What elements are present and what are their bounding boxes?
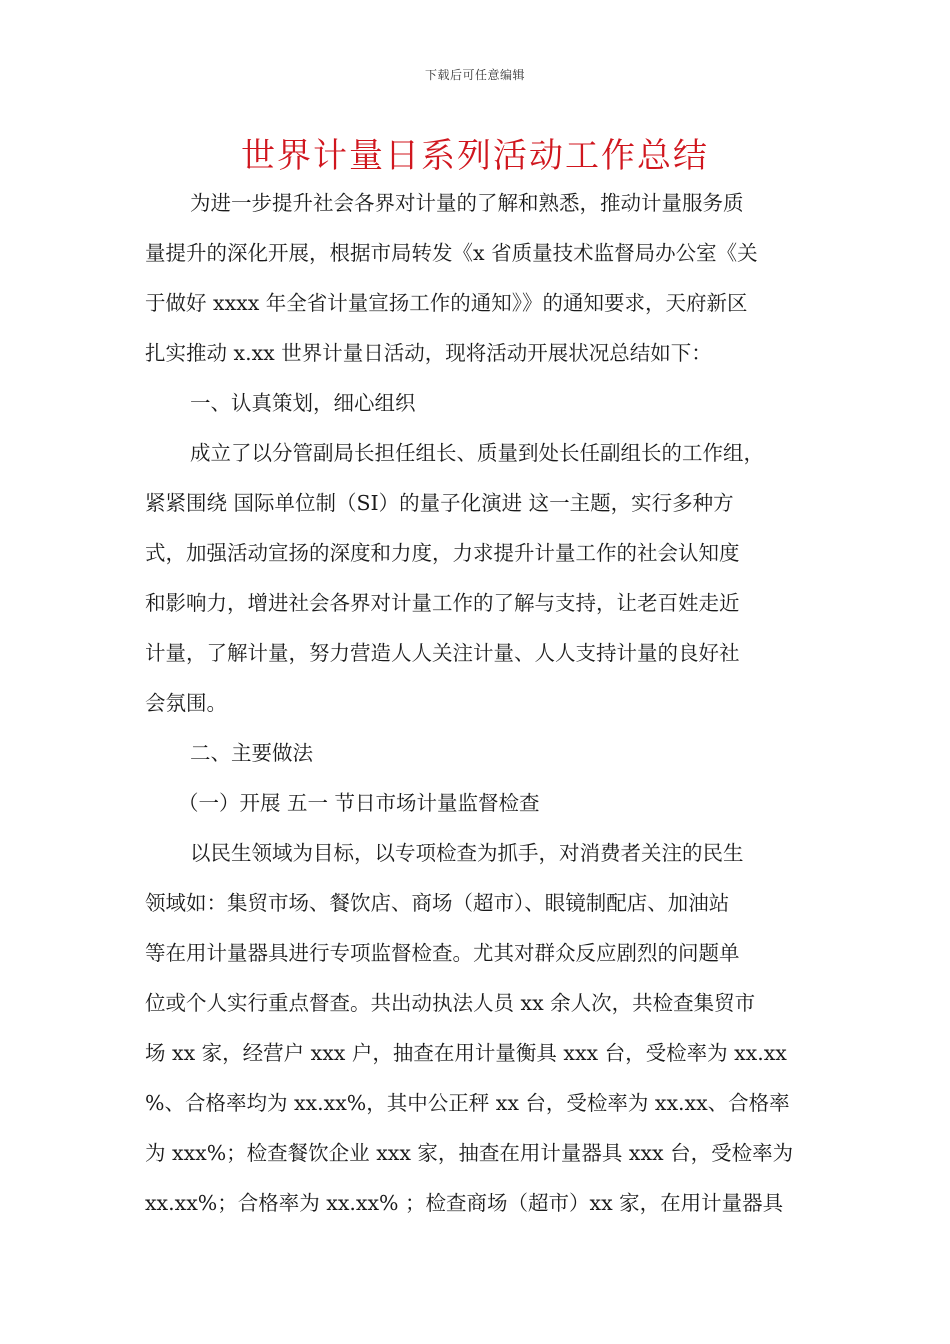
paragraph-line: 扎实推动 x.xx 世界计量日活动，现将活动开展状况总结如下： [145,341,712,365]
header-note: 下载后可任意编辑 [424,68,525,82]
document-body [145,178,810,1228]
paragraph-line: 领域如：集贸市场、餐饮店、商场（超市）、眼镜制配店、加油站 [145,891,730,915]
paragraph-line: 为 xxx%；检查餐饮企业 xxx 家，抽查在用计量器具 xxx 台，受检率为 [145,1141,794,1165]
paragraph-line: 和影响力，增进社会各界对计量工作的了解与支持，让老百姓走近 [145,591,740,615]
section-heading: 一、认真策划，细心组织 [190,391,416,415]
paragraph-line: 为进一步提升社会各界对计量的了解和熟悉，推动计量服务质 [190,191,744,215]
paragraph-line: 会氛围。 [145,691,227,715]
paragraph-line: 成立了以分管副局长担任组长、质量到处长任副组长的工作组， [190,441,764,465]
paragraph-line: 计量，了解计量，努力营造人人关注计量、人人支持计量的良好社 [145,641,740,665]
paragraph-line: 于做好 xxxx 年全省计量宣扬工作的通知》》的通知要求，天府新区 [145,291,748,315]
paragraph-line: 紧紧围绕 国际单位制（SI）的量子化演进 这一主题，实行多种方 [145,491,734,515]
paragraph-line: 位或个人实行重点督查。共出动执法人员 xx 余人次，共检查集贸市 [145,991,756,1015]
paragraph-line: 等在用计量器具进行专项监督检查。尤其对群众反应剧烈的问题单 [145,941,740,965]
paragraph-line: 量提升的深化开展，根据市局转发《x 省质量技术监督局办公室《关 [145,241,758,265]
paragraph-line: 式，加强活动宣扬的深度和力度，力求提升计量工作的社会认知度 [145,541,740,565]
subsection-heading: （一）开展 五一 节日市场计量监督检查 [178,791,540,815]
paragraph-line: xx.xx%；合格率为 xx.xx% ；检查商场（超市）xx 家，在用计量器具 [145,1191,784,1215]
document-title: 世界计量日系列活动工作总结 [241,136,709,176]
paragraph-line: %、合格率均为 xx.xx%，其中公正秤 xx 台，受检率为 xx.xx、合格率 [145,1091,790,1115]
paragraph-line: 以民生领域为目标，以专项检查为抓手，对消费者关注的民生 [190,841,744,865]
paragraph-line: 场 xx 家，经营户 xxx 户，抽查在用计量衡具 xxx 台，受检率为 xx.xx [145,1041,787,1065]
section-heading: 二、主要做法 [190,741,313,765]
